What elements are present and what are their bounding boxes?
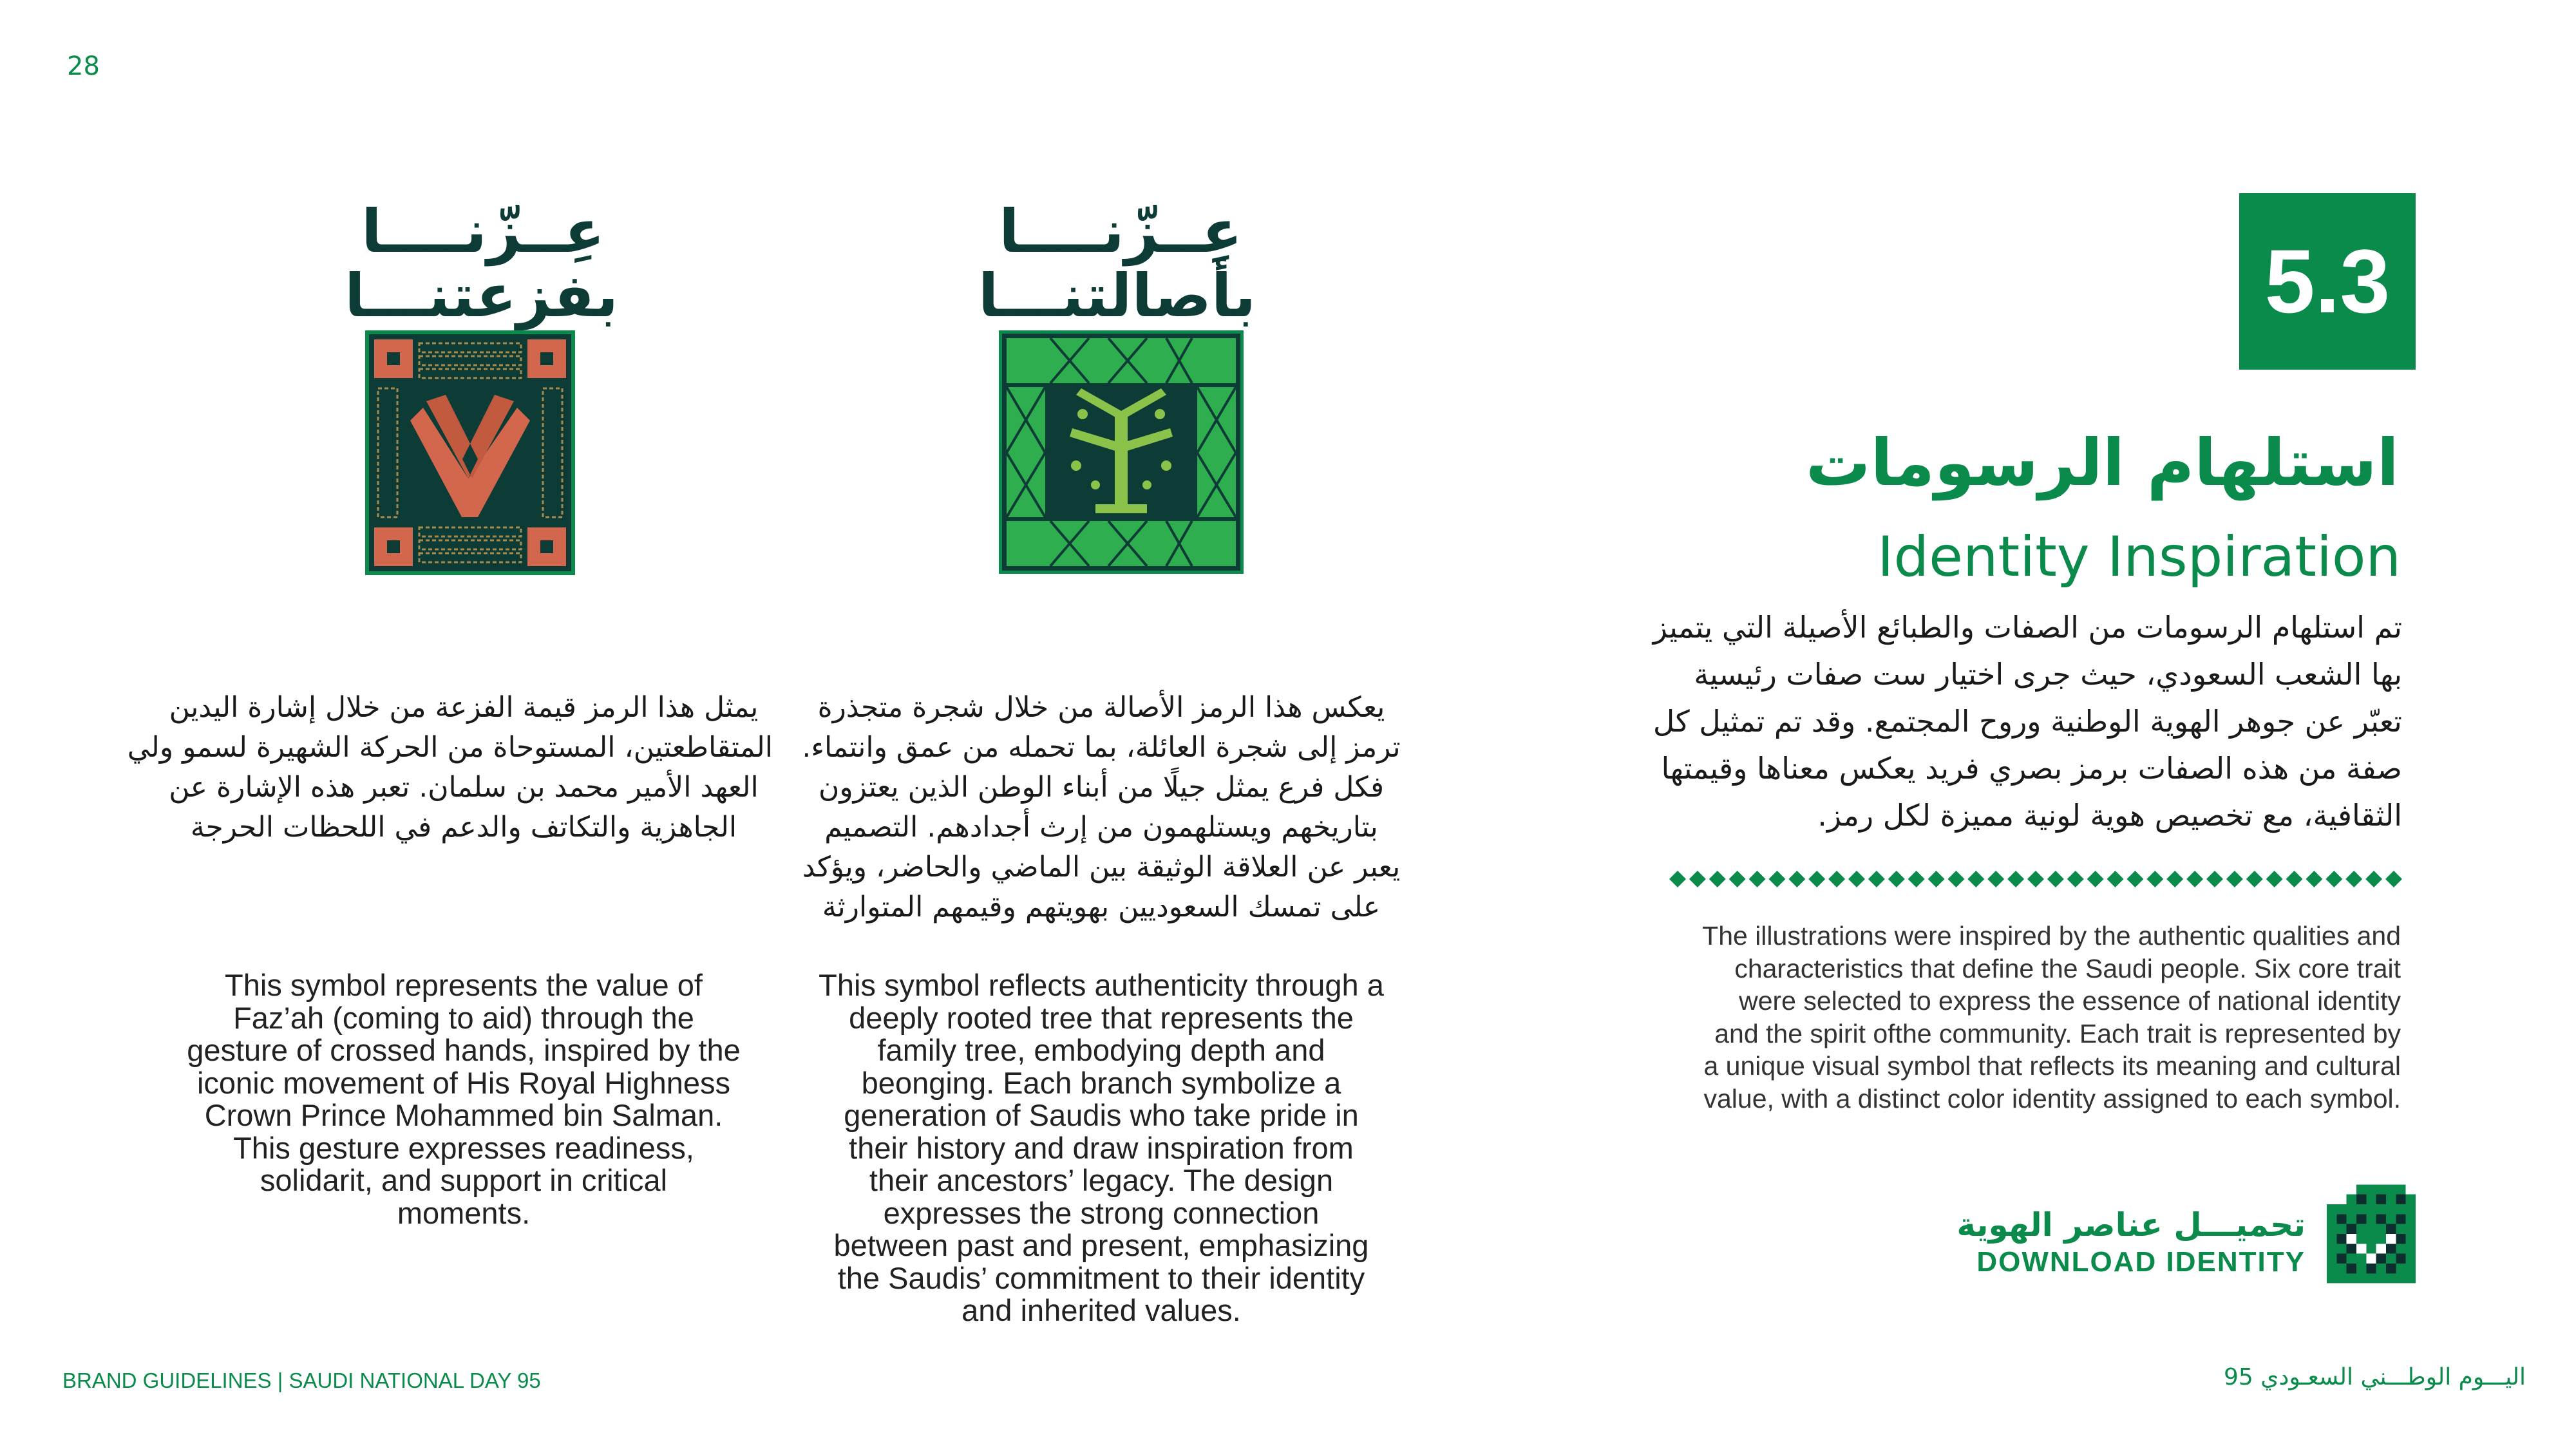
- diamond-icon: [2246, 871, 2263, 887]
- diamond-icon: [1908, 871, 1925, 887]
- crossed-hands-symbol-icon: [365, 330, 575, 575]
- diamond-icon: [2107, 871, 2124, 887]
- text-line: their history and draw inspiration from: [849, 1130, 1354, 1165]
- diamond-icon: [2206, 871, 2223, 887]
- text-line: The illustrations were inspired by the authentic qualities and: [1702, 921, 2401, 951]
- diamond-icon: [2306, 871, 2322, 887]
- diamond-icon: [2146, 871, 2163, 887]
- diamond-icon: [1848, 871, 1865, 887]
- diamond-icon: [2087, 871, 2104, 887]
- text-line: and the spirit ofthe community. Each trait is represented by: [1714, 1018, 2401, 1048]
- diamond-icon: [2126, 871, 2143, 887]
- download-identity-link[interactable]: [1956, 1206, 2306, 1280]
- card-text-ar: [127, 688, 773, 848]
- pixel-download-icon[interactable]: [2327, 1184, 2416, 1284]
- footer-brand-label: BRAND GUIDELINES | SAUDI NATIONAL DAY 95: [62, 1368, 541, 1392]
- diamond-icon: [2186, 871, 2203, 887]
- diamond-icon: [1808, 871, 1825, 887]
- diamond-icon: [2385, 871, 2402, 887]
- download-label-en: DOWNLOAD IDENTITY: [1976, 1246, 2306, 1278]
- card-text-ar: [792, 688, 1410, 927]
- diamond-icon: [2325, 871, 2342, 887]
- diamond-icon: [1987, 871, 2004, 887]
- text-line: بها الشعب السعودي، حيث جرى اختيار ست صفات رئيسية: [1694, 657, 2402, 692]
- text-line: the Saudis’ commitment to their identity: [837, 1260, 1365, 1295]
- download-label-ar: تحميـــل عناصر الهوية: [1956, 1206, 2306, 1244]
- diamond-icon: [2047, 871, 2064, 887]
- diamond-icon: [2345, 871, 2362, 887]
- diamond-icon: [1928, 871, 1945, 887]
- diamond-icon: [1768, 871, 1785, 887]
- tree-symbol-icon: [999, 330, 1244, 574]
- diamond-icon: [1749, 871, 1766, 887]
- text-line: expresses the strong connection: [883, 1195, 1320, 1230]
- diamond-icon: [2166, 871, 2183, 887]
- diamond-icon: [1689, 871, 1706, 887]
- text-line: الجاهزية والتكاتف والدعم في اللحظات الحرجة: [190, 811, 737, 844]
- text-line: صفة من هذه الصفات برمز بصري فريد يعكس معناها وقيمتها: [1661, 751, 2402, 786]
- diamond-icon: [2027, 871, 2044, 887]
- text-line: a unique visual symbol that reflects its meaning and cultural: [1703, 1051, 2401, 1081]
- text-line: family tree, embodying depth and: [877, 1033, 1325, 1067]
- text-line: solidarit, and support in critical: [260, 1163, 668, 1197]
- card-title-line1: عِــزّنــــا: [361, 197, 605, 266]
- card-text-en: [155, 969, 773, 1229]
- section-paragraph-en: [1702, 920, 2401, 1115]
- text-line: This gesture expresses readiness,: [233, 1130, 694, 1165]
- text-line: بتاريخهم ويستلهمون من إرث أجدادهم. التصميم: [824, 811, 1378, 844]
- diamond-icon: [1947, 871, 1964, 887]
- text-line: and inherited values.: [961, 1293, 1241, 1327]
- text-line: يمثل هذا الرمز قيمة الفزعة من خلال إشارة اليدين: [169, 691, 759, 724]
- diamond-icon: [2266, 871, 2283, 887]
- text-line: generation of Saudis who take pride in: [844, 1098, 1359, 1132]
- text-line: their ancestors’ legacy. The design: [869, 1163, 1334, 1197]
- diamond-icon: [1709, 871, 1726, 887]
- diamond-icon: [2365, 871, 2382, 887]
- text-line: Crown Prince Mohammed bin Salman.: [204, 1098, 723, 1132]
- text-line: were selected to express the essence of national identity: [1739, 986, 2401, 1016]
- text-line: المتقاطعتين، المستوحاة من الحركة الشهيرة لسمو ولي: [127, 731, 773, 764]
- diamond-icon: [1669, 871, 1686, 887]
- text-line: This symbol reflects authenticity through a: [819, 968, 1384, 1002]
- text-line: beonging. Each branch symbolize a: [861, 1065, 1341, 1100]
- footer-arabic-label: اليـــوم الوطـــني السعـودي 95: [2223, 1364, 2526, 1390]
- diamond-icon: [2067, 871, 2084, 887]
- text-line: characteristics that define the Saudi people. Six core trait: [1734, 953, 2401, 983]
- diamond-icon: [2286, 871, 2303, 887]
- diamond-divider: [1669, 869, 2402, 889]
- text-line: الثقافية، مع تخصيص هوية لونية مميزة لكل رمز.: [1817, 798, 2402, 833]
- text-line: العهد الأمير محمد بن سلمان. تعبر هذه الإشارة عن: [169, 771, 759, 804]
- diamond-icon: [2007, 871, 2024, 887]
- card-title-line1: عِــزّنــــا: [999, 197, 1242, 266]
- text-line: between past and present, emphasizing: [833, 1228, 1369, 1262]
- diamond-icon: [1888, 871, 1905, 887]
- text-line: deeply rooted tree that represents the: [849, 1000, 1354, 1035]
- section-title-en: Identity Inspiration: [1877, 525, 2401, 589]
- text-line: يعكس هذا الرمز الأصالة من خلال شجرة متجذرة: [817, 691, 1385, 724]
- page-number: 28: [67, 52, 100, 81]
- text-line: This symbol represents the value of: [225, 968, 703, 1002]
- text-line: moments.: [397, 1195, 531, 1230]
- symbol-card-faza: [345, 197, 618, 330]
- text-line: تعبّر عن جوهر الهوية الوطنية وروح المجتمع. وقد تم تمثيل كل: [1653, 704, 2402, 739]
- text-line: ترمز إلى شجرة العائلة، بما تحمله من عمق وانتماء.: [802, 731, 1401, 764]
- diamond-icon: [1828, 871, 1845, 887]
- diamond-icon: [2226, 871, 2243, 887]
- section-paragraph-ar: [1653, 604, 2402, 839]
- text-line: فكل فرع يمثل جيلًا من أبناء الوطن الذين يعتزون: [819, 771, 1384, 804]
- text-line: يعبر عن العلاقة الوثيقة بين الماضي والحاضر، ويؤكد: [802, 851, 1401, 884]
- diamond-icon: [1967, 871, 1984, 887]
- text-line: Faz’ah (coming to aid) through the: [233, 1000, 694, 1035]
- text-line: value, with a distinct color identity assigned to each symbol.: [1703, 1083, 2401, 1113]
- text-line: تم استلهام الرسومات من الصفات والطبائع الأصيلة التي يتميز: [1653, 610, 2402, 645]
- card-text-en: [786, 969, 1417, 1327]
- card-title-line2: بأصالتنـــا: [978, 261, 1256, 330]
- diamond-icon: [1868, 871, 1885, 887]
- diamond-icon: [1788, 871, 1805, 887]
- text-line: على تمسك السعوديين بهويتهم وقيمهم المتوارثة: [822, 891, 1381, 923]
- section-title-ar: استلهام الرسومات: [1806, 425, 2399, 500]
- card-title-line2: بفزعتنـــا: [345, 261, 618, 330]
- text-line: iconic movement of His Royal Highness: [196, 1065, 731, 1100]
- text-line: gesture of crossed hands, inspired by the: [187, 1033, 741, 1067]
- diamond-icon: [1729, 871, 1746, 887]
- section-number-badge: 5.3: [2239, 193, 2416, 370]
- symbol-card-asala: [978, 197, 1256, 330]
